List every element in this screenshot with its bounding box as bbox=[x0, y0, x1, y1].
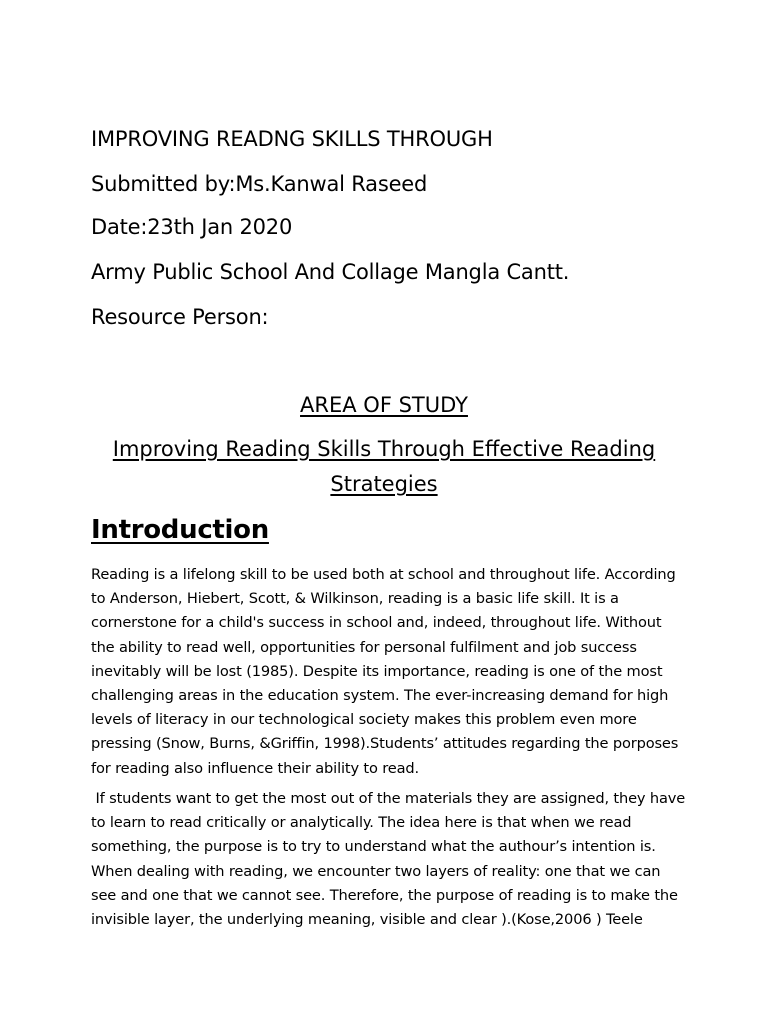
paragraph-line: invisible layer, the underlying meaning, visible and clear ).(Kose,2006 ) Teele bbox=[91, 911, 643, 929]
area-of-study-heading: AREA OF STUDY bbox=[300, 393, 468, 417]
paragraph-line: pressing (Snow, Burns, &Griffin, 1998).Students’ attitudes regarding the porposes bbox=[91, 735, 679, 753]
paragraph-line: to learn to read critically or analytically. The idea here is that when we read bbox=[91, 814, 632, 832]
area-of-study-subject-line1: Improving Reading Skills Through Effective Reading bbox=[112, 437, 656, 461]
submission-date: Date:23th Jan 2020 bbox=[91, 215, 293, 239]
introduction-paragraph-2 bbox=[91, 787, 691, 932]
paragraph-line: If students want to get the most out of the materials they are assigned, they have bbox=[91, 790, 686, 807]
paragraph-line: challenging areas in the education system. The ever-increasing demand for high bbox=[91, 687, 669, 705]
paragraph-line: the ability to read well, opportunities for personal fulfilment and job success bbox=[91, 638, 637, 656]
paragraph-line: inevitably will be lost (1985). Despite its importance, reading is one of the most bbox=[91, 662, 663, 680]
paragraph-line: something, the purpose is to try to understand what the authour’s intention is. bbox=[91, 838, 656, 856]
resource-person: Resource Person: bbox=[91, 305, 269, 329]
paragraph-line: When dealing with reading, we encounter two layers of reality: one that we can bbox=[91, 862, 661, 880]
area-of-study-subject-line2: Strategies bbox=[330, 472, 438, 496]
paragraph-line: to Anderson, Hiebert, Scott, & Wilkinson, reading is a basic life skill. It is a bbox=[91, 590, 619, 608]
paragraph-line: for reading also influence their ability to read. bbox=[91, 759, 420, 777]
introduction-heading: Introduction bbox=[91, 515, 269, 545]
document-title: IMPROVING READNG SKILLS THROUGH bbox=[91, 127, 493, 151]
introduction-paragraph-1 bbox=[91, 563, 691, 781]
paragraph-line: see and one that we cannot see. Therefore, the purpose of reading is to make the bbox=[91, 886, 678, 904]
paragraph-line: Reading is a lifelong skill to be used both at school and throughout life. According bbox=[91, 566, 676, 583]
submitted-by: Submitted by:Ms.Kanwal Raseed bbox=[91, 172, 428, 196]
paragraph-line: levels of literacy in our technological society makes this problem even more bbox=[91, 711, 637, 729]
paragraph-line: cornerstone for a child's success in school and, indeed, throughout life. Without bbox=[91, 614, 662, 632]
school-name: Army Public School And Collage Mangla Cantt. bbox=[91, 260, 570, 284]
